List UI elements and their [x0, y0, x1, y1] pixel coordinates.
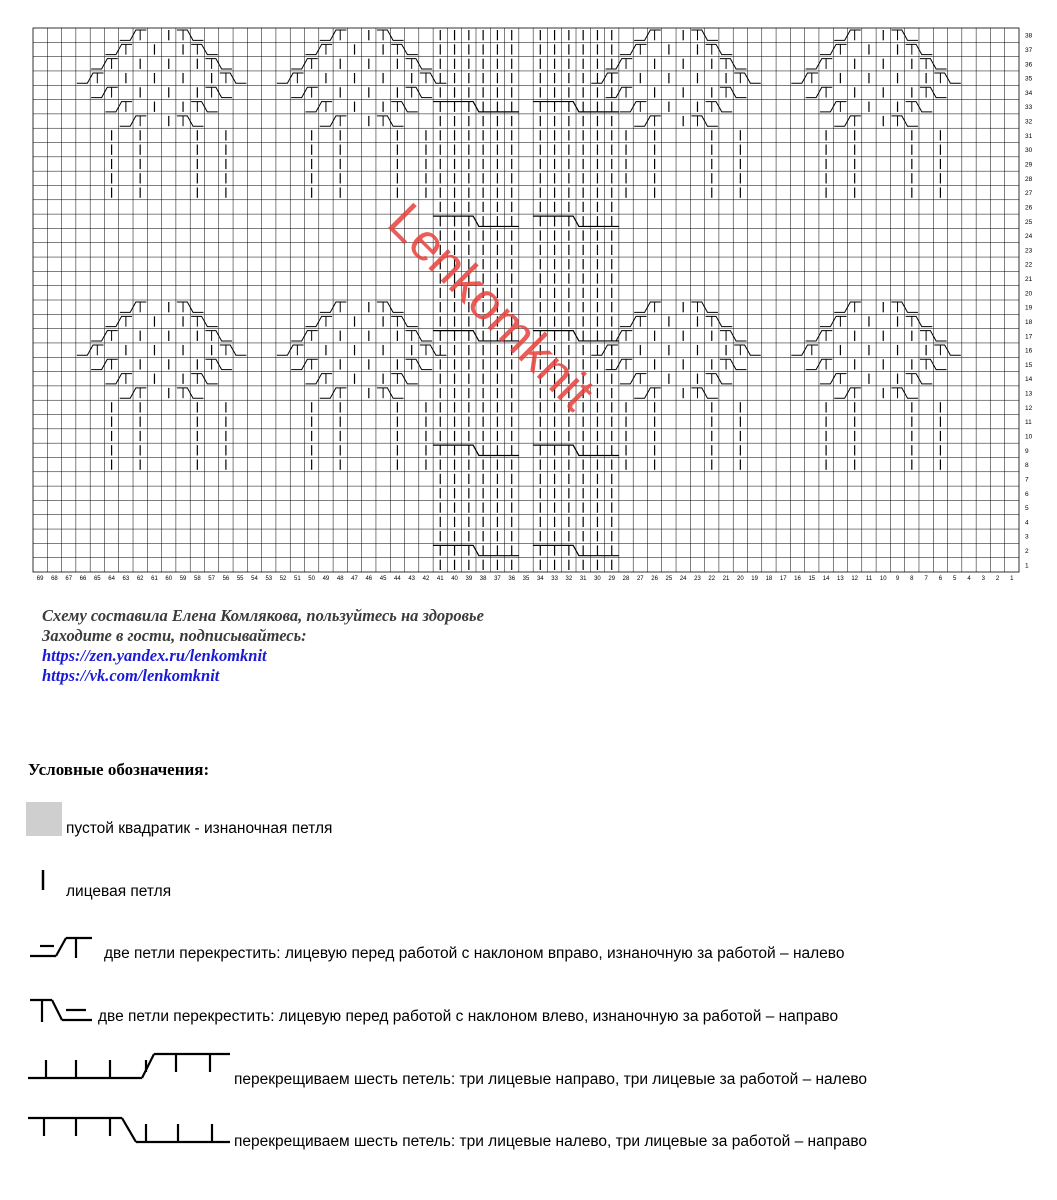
row-number: 20	[1025, 290, 1033, 298]
column-number: 64	[108, 576, 115, 582]
legend-purl-text: пустой квадратик - изнаночная петля	[66, 820, 333, 837]
vk-link[interactable]: https://vk.com/lenkomknit	[42, 666, 220, 685]
column-number: 2	[995, 576, 1000, 582]
column-number: 11	[865, 576, 873, 582]
row-number: 24	[1025, 233, 1033, 241]
column-number: 18	[765, 576, 773, 582]
column-number: 28	[622, 576, 630, 582]
column-number: 32	[565, 576, 573, 582]
cross-left-icon	[28, 994, 98, 1026]
row-number: 11	[1025, 419, 1032, 427]
column-number: 42	[422, 576, 430, 582]
legend-cross-left-text: две петли перекрестить: лицевую перед работой с наклоном влево, изнаночную за работой – направо	[98, 1008, 839, 1025]
column-number: 62	[136, 576, 144, 582]
legend-cable-right-text: перекрещиваем шесть петель: три лицевые направо, три лицевые за работой – налево	[234, 1071, 868, 1088]
column-number: 68	[51, 576, 58, 582]
column-number: 53	[265, 576, 273, 582]
row-number: 13	[1025, 390, 1033, 398]
column-number: 27	[636, 576, 644, 582]
column-number: 43	[408, 576, 416, 582]
cable-six-right-icon	[26, 1050, 234, 1084]
column-number: 55	[236, 576, 244, 582]
credits-invite: Заходите в гости, подписывайтесь:	[42, 626, 307, 645]
row-number: 34	[1025, 89, 1033, 97]
column-number: 12	[851, 576, 859, 582]
column-number: 4	[967, 576, 971, 582]
row-number: 29	[1025, 161, 1033, 169]
column-number: 15	[808, 576, 816, 582]
row-number: 35	[1025, 75, 1033, 83]
column-number: 52	[279, 576, 287, 582]
row-number: 27	[1025, 190, 1033, 198]
column-number: 65	[93, 576, 101, 582]
row-number: 7	[1025, 476, 1029, 484]
column-number: 69	[36, 576, 44, 582]
column-number: 36	[508, 576, 516, 582]
row-number: 15	[1025, 361, 1033, 369]
column-number: 31	[579, 576, 587, 582]
row-number: 14	[1025, 376, 1033, 384]
column-number: 16	[794, 576, 801, 582]
column-number: 38	[479, 576, 487, 582]
row-number: 26	[1025, 204, 1033, 212]
column-number: 21	[722, 576, 730, 582]
column-number: 13	[837, 576, 844, 582]
column-number: 47	[351, 576, 358, 582]
watermark: Lenkomknit	[376, 192, 606, 422]
column-number: 24	[679, 576, 687, 582]
row-number: 30	[1025, 147, 1033, 155]
row-number: 3	[1025, 533, 1029, 541]
column-number: 45	[379, 576, 387, 582]
column-number: 49	[322, 576, 330, 582]
column-number: 25	[665, 576, 673, 582]
column-number: 67	[65, 576, 73, 582]
row-number: 22	[1025, 261, 1033, 269]
credits-block	[42, 606, 484, 686]
column-number: 10	[879, 576, 887, 582]
column-number: 8	[910, 576, 914, 582]
legend-cross-right-text: две петли перекрестить: лицевую перед работой с наклоном вправо, изнаночную за работой – налево	[104, 945, 845, 962]
row-number: 10	[1025, 433, 1033, 441]
column-number: 35	[522, 576, 530, 582]
row-number: 6	[1025, 490, 1029, 498]
column-number-labels	[37, 576, 1014, 582]
row-number: 36	[1025, 61, 1033, 69]
row-number: 28	[1025, 175, 1033, 183]
row-number: 2	[1025, 548, 1029, 556]
legend-title: Условные обозначения:	[28, 760, 210, 779]
row-number-labels	[1025, 33, 1033, 570]
column-number: 63	[122, 576, 130, 582]
column-number: 14	[822, 576, 830, 582]
legend-cable-left-text: перекрещиваем шесть петель: три лицевые налево, три лицевые за работой – направо	[234, 1133, 868, 1150]
column-number: 6	[938, 576, 943, 582]
column-number: 48	[336, 576, 344, 582]
column-number: 54	[251, 576, 258, 582]
column-number: 26	[651, 576, 658, 582]
row-number: 8	[1025, 462, 1029, 470]
row-number: 23	[1025, 247, 1033, 255]
column-number: 29	[608, 576, 616, 582]
row-number: 16	[1025, 347, 1033, 355]
zen-link[interactable]: https://zen.yandex.ru/lenkomknit	[42, 646, 267, 665]
row-number: 9	[1025, 447, 1029, 455]
column-number: 41	[436, 576, 444, 582]
row-number: 17	[1025, 333, 1033, 341]
column-number: 7	[924, 576, 928, 582]
column-number: 50	[308, 576, 315, 582]
legend-knit-text: лицевая петля	[66, 883, 172, 900]
knit-stitch-icon	[40, 868, 48, 892]
column-number: 22	[708, 576, 716, 582]
column-number: 60	[165, 576, 173, 582]
column-number: 58	[193, 576, 201, 582]
column-number: 19	[751, 576, 758, 582]
row-number: 12	[1025, 404, 1033, 412]
row-number: 37	[1025, 46, 1033, 54]
cross-right-icon	[28, 930, 98, 962]
row-number: 21	[1025, 276, 1033, 284]
credits-author: Схему составила Елена Комлякова, пользуйтесь на здоровье	[42, 606, 484, 625]
cable-six-left-icon	[26, 1114, 234, 1148]
row-number: 31	[1025, 132, 1033, 140]
column-number: 34	[536, 576, 544, 582]
column-number: 37	[494, 576, 501, 582]
row-number: 4	[1025, 519, 1029, 527]
column-number: 30	[594, 576, 601, 582]
column-number: 59	[179, 576, 187, 582]
row-number: 38	[1025, 32, 1033, 40]
column-number: 46	[365, 576, 373, 582]
column-number: 20	[737, 576, 744, 582]
column-number: 23	[694, 576, 701, 582]
column-number: 44	[394, 576, 401, 582]
row-number: 33	[1025, 104, 1033, 112]
column-number: 9	[895, 576, 900, 582]
column-number: 3	[981, 576, 985, 582]
row-number: 1	[1025, 562, 1029, 570]
row-number: 25	[1025, 218, 1033, 226]
row-number: 32	[1025, 118, 1033, 126]
column-number: 61	[151, 576, 158, 582]
column-number: 17	[779, 576, 787, 582]
column-number: 56	[222, 576, 230, 582]
column-number: 5	[953, 576, 957, 582]
column-number: 40	[451, 576, 458, 582]
row-number: 19	[1025, 304, 1033, 312]
column-number: 57	[208, 576, 215, 582]
column-number: 1	[1010, 576, 1014, 582]
column-number: 33	[551, 576, 558, 582]
row-number: 5	[1025, 505, 1029, 513]
column-number: 39	[465, 576, 473, 582]
column-number: 66	[79, 576, 87, 582]
row-number: 18	[1025, 318, 1033, 326]
purl-square-icon	[26, 802, 62, 836]
column-number: 51	[294, 576, 301, 582]
